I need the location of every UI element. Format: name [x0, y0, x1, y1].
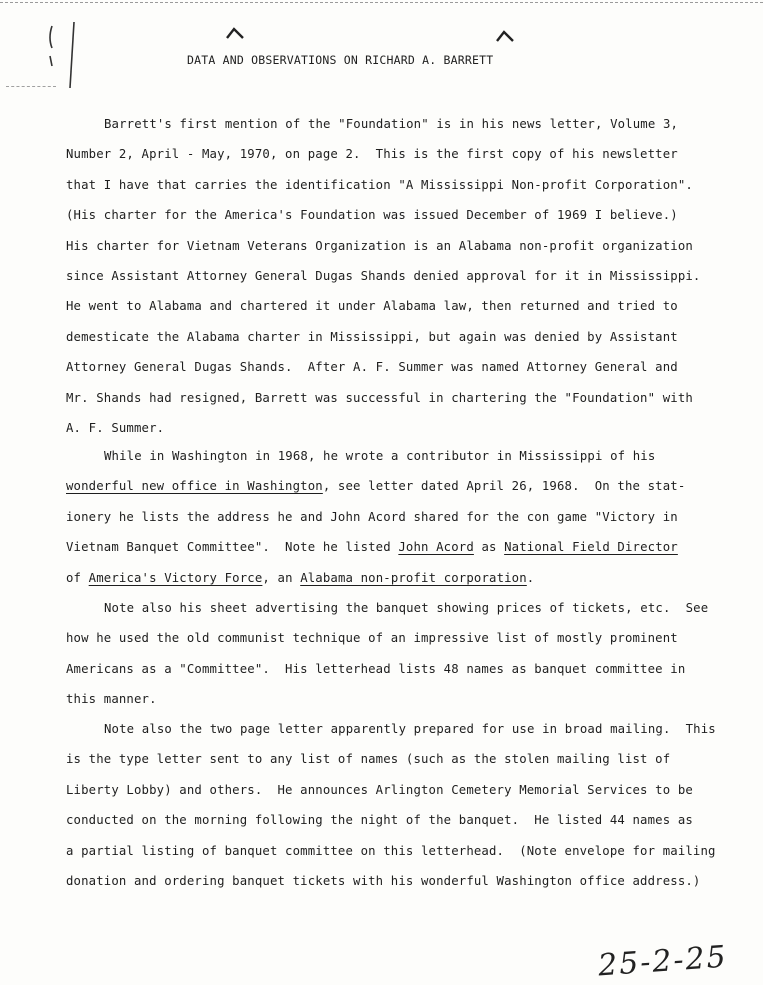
text-segment: (His charter for the America's Foundation was issued December of 1969 I believe.)	[66, 208, 678, 223]
text-line	[66, 510, 678, 524]
text-segment: ionery he lists the address he and John Acord shared for the con game "Victory in	[66, 509, 678, 524]
underlined-text: National Field Director	[504, 540, 678, 555]
text-line	[66, 813, 693, 827]
page-title: DATA AND OBSERVATIONS ON RICHARD A. BARRETT	[187, 53, 494, 67]
text-segment: Number 2, April - May, 1970, on page 2. This is the first copy of his newsletter	[66, 147, 678, 162]
text-line	[66, 783, 693, 797]
text-line	[66, 178, 693, 192]
text-segment: Barrett's first mention of the "Foundation" is in his news letter, Volume 3,	[104, 117, 679, 131]
text-segment: how he used the old communist technique of an impressive list of mostly prominent	[66, 631, 678, 646]
text-line	[66, 874, 700, 888]
text-segment: Liberty Lobby) and others. He announces Arlington Cemetery Memorial Services to be	[66, 782, 693, 797]
margin-bracket-mark	[40, 18, 90, 98]
handwritten-caret-mark	[494, 29, 516, 43]
text-line	[66, 330, 678, 344]
text-segment: .	[526, 570, 535, 585]
text-segment: Americans as a "Committee". His letterhead lists 48 names as banquet committee in	[66, 661, 686, 676]
text-segment: this manner.	[66, 692, 157, 707]
text-line	[66, 631, 678, 645]
text-segment: since Assistant Attorney General Dugas Shands denied approval for it in Mississippi.	[66, 269, 701, 283]
text-line	[66, 662, 685, 676]
text-segment: as	[473, 540, 505, 555]
text-segment: , see letter dated April 26, 1968. On the stat-	[322, 479, 686, 494]
text-segment: of	[66, 570, 89, 585]
text-line	[66, 239, 693, 253]
text-line	[66, 299, 678, 313]
text-segment: , an	[262, 570, 301, 585]
text-line	[66, 269, 700, 283]
text-line	[104, 449, 655, 463]
underlined-text: John Acord	[398, 540, 474, 555]
handwritten-page-number: 25-2-25	[596, 939, 729, 984]
text-segment: Mr. Shands had resigned, Barrett was successful in chartering the "Foundation" with	[66, 390, 693, 405]
text-line	[66, 421, 164, 435]
text-segment: He went to Alabama and chartered it under Alabama law, then returned and tried to	[66, 299, 678, 314]
text-segment: Attorney General Dugas Shands. After A. F. Summer was named Attorney General and	[66, 360, 678, 375]
text-line	[66, 208, 678, 222]
text-segment: a partial listing of banquet committee on this letterhead. (Note envelope for mailing	[66, 843, 716, 858]
text-segment: is the type letter sent to any list of names (such as the stolen mailing list of	[66, 752, 671, 767]
text-line	[66, 540, 678, 554]
text-line	[66, 391, 693, 405]
underlined-text: wonderful new office in Washington	[66, 479, 323, 494]
text-segment: Note also the two page letter apparently prepared for use in broad mailing. This	[104, 722, 716, 736]
text-segment: donation and ordering banquet tickets with his wonderful Washington office address.)	[66, 874, 701, 888]
text-line	[104, 601, 708, 615]
text-line	[104, 117, 678, 131]
text-line	[66, 692, 157, 706]
text-segment: Vietnam Banquet Committee". Note he listed	[66, 540, 399, 555]
handwritten-caret-mark	[224, 26, 246, 40]
underlined-text: America's Victory Force	[88, 570, 263, 585]
text-line	[66, 360, 678, 374]
text-line	[66, 752, 670, 766]
text-segment: While in Washington in 1968, he wrote a contributor in Mississippi of his	[104, 449, 656, 463]
text-line	[66, 147, 678, 161]
text-segment: Note also his sheet advertising the banquet showing prices of tickets, etc. See	[104, 601, 709, 615]
top-dashed-border	[0, 2, 763, 3]
text-segment: His charter for Vietnam Veterans Organization is an Alabama non-profit organization	[66, 238, 693, 253]
text-segment: conducted on the morning following the night of the banquet. He listed 44 names as	[66, 813, 693, 828]
text-line	[66, 571, 534, 585]
text-line	[66, 479, 685, 493]
underlined-text: Alabama non-profit corporation	[300, 570, 527, 585]
text-segment: A. F. Summer.	[66, 421, 165, 435]
text-segment: demesticate the Alabama charter in Mississippi, but again was denied by Assistant	[66, 329, 678, 344]
text-line	[104, 722, 716, 736]
text-line	[66, 844, 716, 858]
text-segment: that I have that carries the identification "A Mississippi Non-profit Corporation".	[66, 177, 693, 192]
